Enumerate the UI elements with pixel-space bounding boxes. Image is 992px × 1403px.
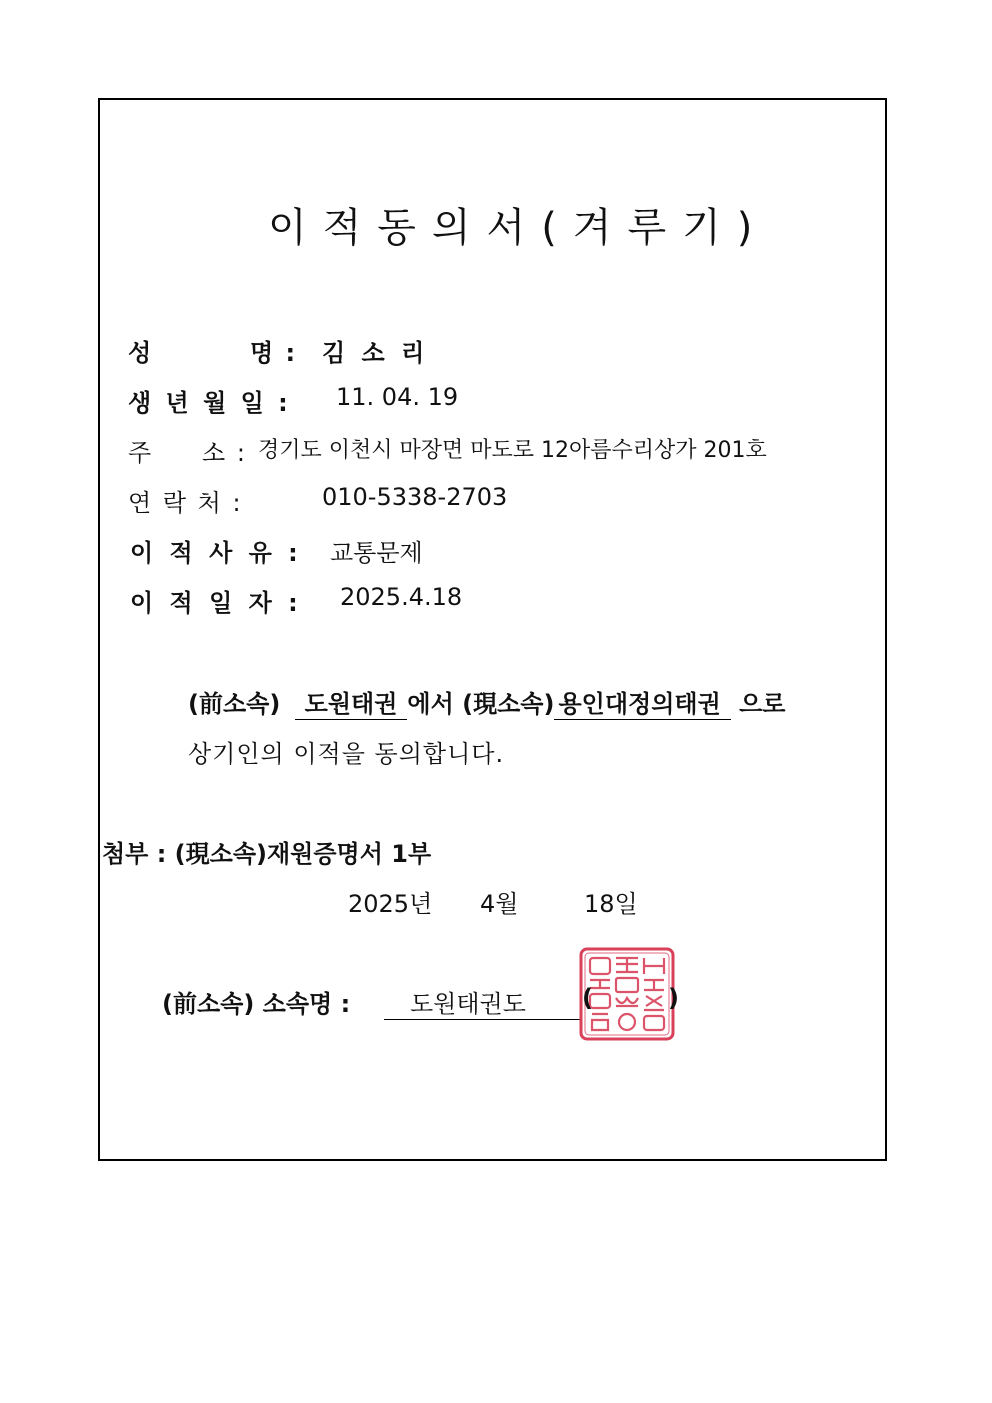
transfer-date-label: 이 적 일 자 : [130, 589, 302, 617]
transfer-date-value: 2025.4.18 [340, 583, 463, 611]
from-word: 에서 [407, 690, 454, 718]
contact-label: 연 락 처 : [128, 489, 243, 517]
sign-date-day: 18일 [584, 890, 638, 918]
signature-club-name: 도원태권도 [384, 984, 580, 1020]
name-label-b: 명 : [250, 339, 298, 367]
address-label-a: 주 [128, 439, 154, 467]
sign-date-month: 4월 [480, 890, 519, 918]
statement-line-1 [188, 684, 786, 720]
prev-club-name: 도원태권 [295, 684, 408, 720]
attachment-note: 첨부 : (現소속)재원증명서 1부 [102, 840, 432, 868]
document-title: 이적동의서(겨루기) [268, 205, 769, 251]
to-word: 으로 [739, 690, 786, 718]
birth-value: 11. 04. 19 [336, 383, 459, 411]
statement-line-2: 상기인의 이적을 동의합니다. [188, 740, 505, 768]
sign-date-year: 2025년 [348, 890, 433, 918]
prev-affiliation-label: (前소속) [188, 690, 281, 718]
reason-label: 이 적 사 유 : [130, 539, 302, 567]
birth-label: 생 년 월 일 : [128, 389, 291, 417]
name-label-a: 성 [128, 339, 154, 367]
address-value: 경기도 이천시 마장면 마도로 12아름수리상가 201호 [258, 438, 767, 463]
address-label-b: 소 : [202, 439, 247, 467]
close-paren: ) [668, 984, 679, 1012]
open-paren: ( [582, 984, 593, 1012]
reason-value: 교통문제 [330, 539, 423, 567]
contact-value: 010-5338-2703 [322, 483, 508, 511]
signature-prefix: (前소속) 소속명 : [162, 990, 351, 1018]
name-value: 김 소 리 [322, 339, 429, 367]
curr-affiliation-label: (現소속) [462, 690, 555, 718]
curr-club-name: 용인대정의태권 [554, 684, 730, 720]
